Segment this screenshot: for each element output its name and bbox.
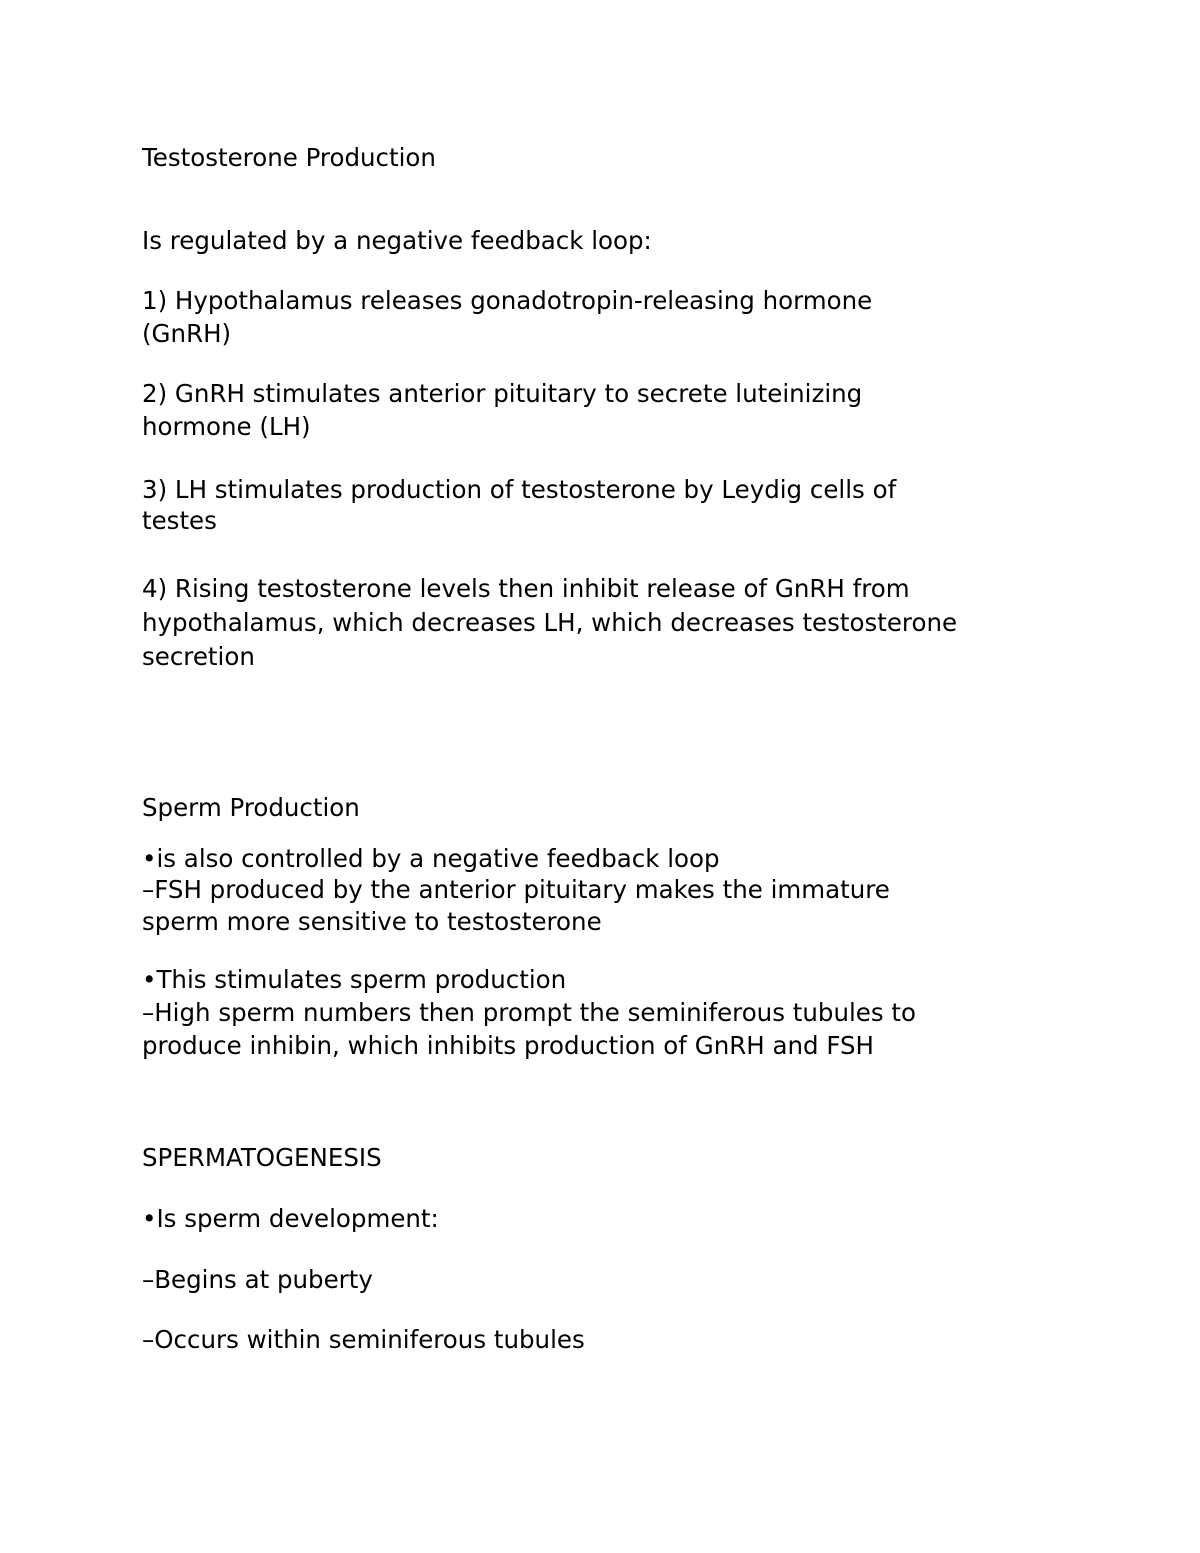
sub-bullet-begins-puberty: –Begins at puberty — [142, 1265, 373, 1294]
bullet-negative-feedback: •is also controlled by a negative feedback loop — [142, 844, 720, 873]
step-4-line-3: secretion — [142, 642, 255, 671]
bullet-sperm-development: •Is sperm development: — [142, 1204, 439, 1233]
step-2-line-2: hormone (LH) — [142, 412, 311, 441]
section-intro: Is regulated by a negative feedback loop: — [142, 226, 652, 255]
bullet-stimulates-production: •This stimulates sperm production — [142, 965, 567, 994]
step-2-line-1: 2) GnRH stimulates anterior pituitary to secrete luteinizing — [142, 379, 863, 408]
sub-bullet-fsh-line-1: –FSH produced by the anterior pituitary makes the immature — [142, 875, 890, 904]
sub-bullet-inhibin-line-1: –High sperm numbers then prompt the seminiferous tubules to — [142, 998, 916, 1027]
section-heading-testosterone: Testosterone Production — [142, 143, 436, 172]
step-4-line-2: hypothalamus, which decreases LH, which decreases testosterone — [142, 608, 958, 637]
step-3-line-2: testes — [142, 506, 217, 535]
step-3-line-1: 3) LH stimulates production of testosterone by Leydig cells of — [142, 475, 897, 504]
section-heading-spermatogenesis: SPERMATOGENESIS — [142, 1143, 382, 1172]
step-4-line-1: 4) Rising testosterone levels then inhibit release of GnRH from — [142, 574, 910, 603]
section-heading-sperm-production: Sperm Production — [142, 793, 360, 822]
step-1-line-1: 1) Hypothalamus releases gonadotropin-releasing hormone — [142, 286, 873, 315]
sub-bullet-occurs-tubules: –Occurs within seminiferous tubules — [142, 1325, 585, 1354]
sub-bullet-fsh-line-2: sperm more sensitive to testosterone — [142, 907, 602, 936]
sub-bullet-inhibin-line-2: produce inhibin, which inhibits production of GnRH and FSH — [142, 1031, 874, 1060]
step-1-line-2: (GnRH) — [142, 319, 232, 348]
